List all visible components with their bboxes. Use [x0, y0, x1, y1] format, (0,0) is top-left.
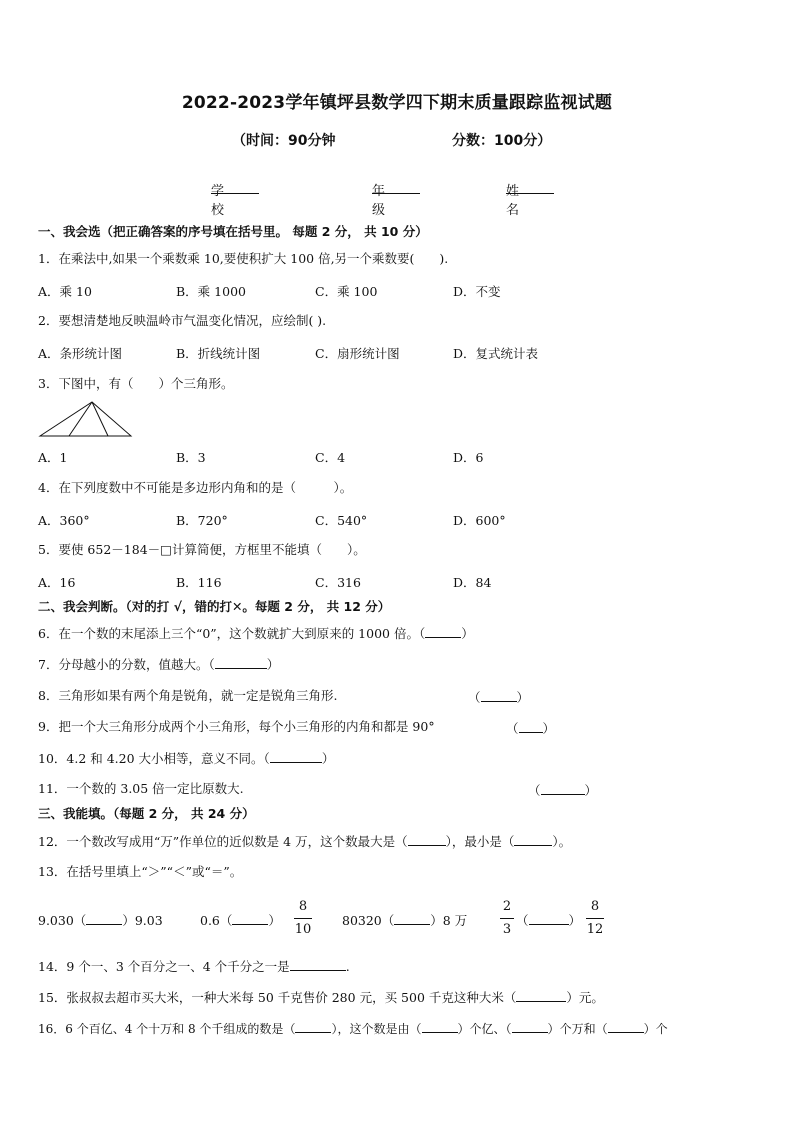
- q13-item-3-blank[interactable]: （ ）: [381, 913, 443, 928]
- time-limit: （时间：90分钟: [232, 133, 336, 149]
- fraction-8-10: 8 10: [294, 899, 312, 937]
- q5-option-b[interactable]: B．116: [176, 575, 222, 590]
- question-13: 13．在括号里填上“＞”“＜”或“＝”。: [38, 864, 243, 879]
- question-3: 3．下图中，有（ ）个三角形。: [38, 376, 234, 391]
- question-12: 12．一个数改写成用“万”作单位的近似数是 4 万，这个数最大是（ ），最小是（ ）。: [38, 834, 572, 849]
- q1-option-b[interactable]: B．乘 1000: [176, 284, 246, 299]
- question-10: 10．4.2 和 4.20 大小相等，意义不同。（ ）: [38, 751, 335, 766]
- q2-option-a[interactable]: A．条形统计图: [38, 346, 123, 361]
- question-15: 15．张叔叔去超市买大米，一种大米每 50 千克售价 280 元，买 500 千克这种大米（ ）元。: [38, 990, 604, 1005]
- q10-answer-blank[interactable]: （ ）: [263, 751, 335, 766]
- q13-item-2-blank[interactable]: （ ）: [219, 913, 281, 928]
- q7-answer-blank[interactable]: （ ）: [208, 657, 280, 672]
- question-11: 11．一个数的 3.05 倍一定比原数大.: [38, 781, 244, 796]
- q6-answer-blank[interactable]: （ ）: [418, 626, 474, 641]
- q5-option-d[interactable]: D．84: [453, 575, 492, 590]
- q15-answer-blank[interactable]: （ ）: [503, 990, 579, 1005]
- question-16: 16．6 个百亿、4 个十万和 8 个千组成的数是（ ），这个数是由（ ）个亿、（ ）个万和（ ）个: [38, 1022, 668, 1036]
- page-title: 2022-2023学年镇坪县数学四下期末质量跟踪监视试题: [181, 93, 613, 113]
- question-14: 14．9 个一、3 个百分之一、4 个千分之一是 .: [38, 959, 350, 974]
- total-score: 分数：100分）: [452, 133, 552, 149]
- q11-answer-blank[interactable]: （ ）: [528, 783, 598, 798]
- q1-option-c[interactable]: C．乘 100: [315, 284, 378, 299]
- q16-wan-blank[interactable]: （ ）: [505, 1022, 560, 1036]
- q4-option-d[interactable]: D．600°: [453, 513, 506, 528]
- q16-number-blank[interactable]: （ ）: [283, 1022, 338, 1036]
- q2-option-c[interactable]: C．扇形统计图: [315, 346, 400, 361]
- q5-option-a[interactable]: A．16: [38, 575, 76, 590]
- q5-option-c[interactable]: C．316: [315, 575, 361, 590]
- q4-option-b[interactable]: B．720°: [176, 513, 228, 528]
- q12-min-blank[interactable]: （ ）: [501, 834, 559, 849]
- q3-option-a[interactable]: A．1: [38, 450, 68, 465]
- q16-yi-blank[interactable]: （ ）: [409, 1022, 470, 1036]
- question-1: 1．在乘法中,如果一个乘数乘 10,要使积扩大 100 倍,另一个乘数要( ).: [38, 251, 449, 266]
- section-2-heading: 二、我会判断。（对的打 √，错的打✕。每题 2 分， 共 12 分）: [38, 599, 391, 614]
- question-2: 2．要想清楚地反映温岭市气温变化情况，应绘制( ).: [38, 313, 327, 328]
- q13-item-2: 0.6（ ）: [200, 913, 281, 928]
- question-6: 6．在一个数的末尾添上三个“0”，这个数就扩大到原来的 1000 倍。（ ）: [38, 626, 474, 641]
- q3-option-d[interactable]: D．6: [453, 450, 484, 465]
- q3-option-c[interactable]: C．4: [315, 450, 346, 465]
- q9-answer-blank[interactable]: （ ）: [506, 721, 556, 736]
- section-3-heading: 三、我能填。（每题 2 分， 共 24 分）: [38, 806, 255, 821]
- q4-option-c[interactable]: C．540°: [315, 513, 368, 528]
- q3-option-b[interactable]: B．3: [176, 450, 206, 465]
- section-1-heading: 一、我会选（把正确答案的序号填在括号里。 每题 2 分， 共 10 分）: [38, 224, 428, 239]
- exam-page: 2022-2023学年镇坪县数学四下期末质量跟踪监视试题 （时间：90分钟 分数：100分） 学校 年级 姓名 一、我会选（把正确答案的序号填在括号里。 每题 2 分， 共 10 分） 1．在乘法中,如果一个乘数乘 10,要使积扩大 100 倍,另一个乘数要( ). A．乘 10 B．乘 1000 C．乘 100 D．不变 2．要想清楚地反映温岭市气温变化情况，应绘制( ). A．条形统计图 B．折线统计图 C．扇形统计图 D．复式统计表 3．下图中，有（ ）个三角形。 A．1 B．3 C．4 D．6 4．在下列度数中不可能是多边形内角和的是（ ）。 A．360° B．720° C．540° D．600° 5．要使 652－184－□计算简便，方框里不能填（ ）。 A．16 B．116 C．316 D．84 二、我会判断。（对的打 √，错的打✕。每题 2 分， 共 12 分） 6．在一个数的末尾添上三个“0”，这个数就扩大到原来的 1000 倍。（ ） 7．分母越小的分数，值越大。（ ） 8．三角形如果有两个角是锐角，就一定是锐角三角形. （ ） 9．把一个大三角形分成两个小三角形，每个小三角形的内角和都是 90° （ ） 10．4.2 和 4.20 大小相等，意义不同。（ ） 11．一个数的 3.05 倍一定比原数大. （ ） 三、我能填。（每题 2 分， 共 24 分） 12．一个数改写成用“万”作单位的近似数是 4 万，这个数最大是（ ），最小是（ ）。 13．在括号里填上“＞”“＜”或“＝”。 9.030（ ）9.03 0.6（ ） 8 10 80320（ ）8 万 2 3 （ ） 8 12 14．9 个一、3 个百分之一、4 个千分之一是 . 15．张叔叔去超市买大米，一种大米每 50 千克售价 280 元，买 500 千克这种大米（ ）元。 16．6 个百亿、4 个十万和 8 个千组成的数是（ ），这个数是由（ ）个亿、（ ）个万和（ ）个: [0, 0, 794, 1123]
- q13-item-3: 80320（ ）8 万: [342, 913, 468, 928]
- question-4: 4．在下列度数中不可能是多边形内角和的是（ ）。: [38, 480, 353, 495]
- q13-item-1: 9.030（ ）9.03: [38, 913, 163, 928]
- triangle-figure: [38, 400, 134, 440]
- q2-option-d[interactable]: D．复式统计表: [453, 346, 539, 361]
- question-9: 9．把一个大三角形分成两个小三角形，每个小三角形的内角和都是 90°: [38, 719, 435, 734]
- q12-max-blank[interactable]: （ ）: [395, 834, 452, 849]
- q4-option-a[interactable]: A．360°: [38, 513, 90, 528]
- q13-item-1-blank[interactable]: （ ）: [73, 913, 135, 928]
- fraction-8-12: 8 12: [586, 899, 604, 937]
- q2-option-b[interactable]: B．折线统计图: [176, 346, 261, 361]
- q13-item-4-blank[interactable]: （ ）: [516, 913, 582, 928]
- question-7: 7．分母越小的分数，值越大。（ ）: [38, 657, 280, 672]
- q1-option-a[interactable]: A．乘 10: [38, 284, 92, 299]
- question-5: 5．要使 652－184－□计算简便，方框里不能填（ ）。: [38, 542, 366, 557]
- q8-answer-blank[interactable]: （ ）: [468, 690, 530, 705]
- q1-option-d[interactable]: D．不变: [453, 284, 501, 299]
- q14-answer-blank[interactable]: [290, 958, 346, 971]
- q16-ge-blank[interactable]: （ ）: [595, 1022, 656, 1036]
- fraction-2-3: 2 3: [500, 898, 514, 939]
- question-8: 8．三角形如果有两个角是锐角，就一定是锐角三角形.: [38, 688, 338, 703]
